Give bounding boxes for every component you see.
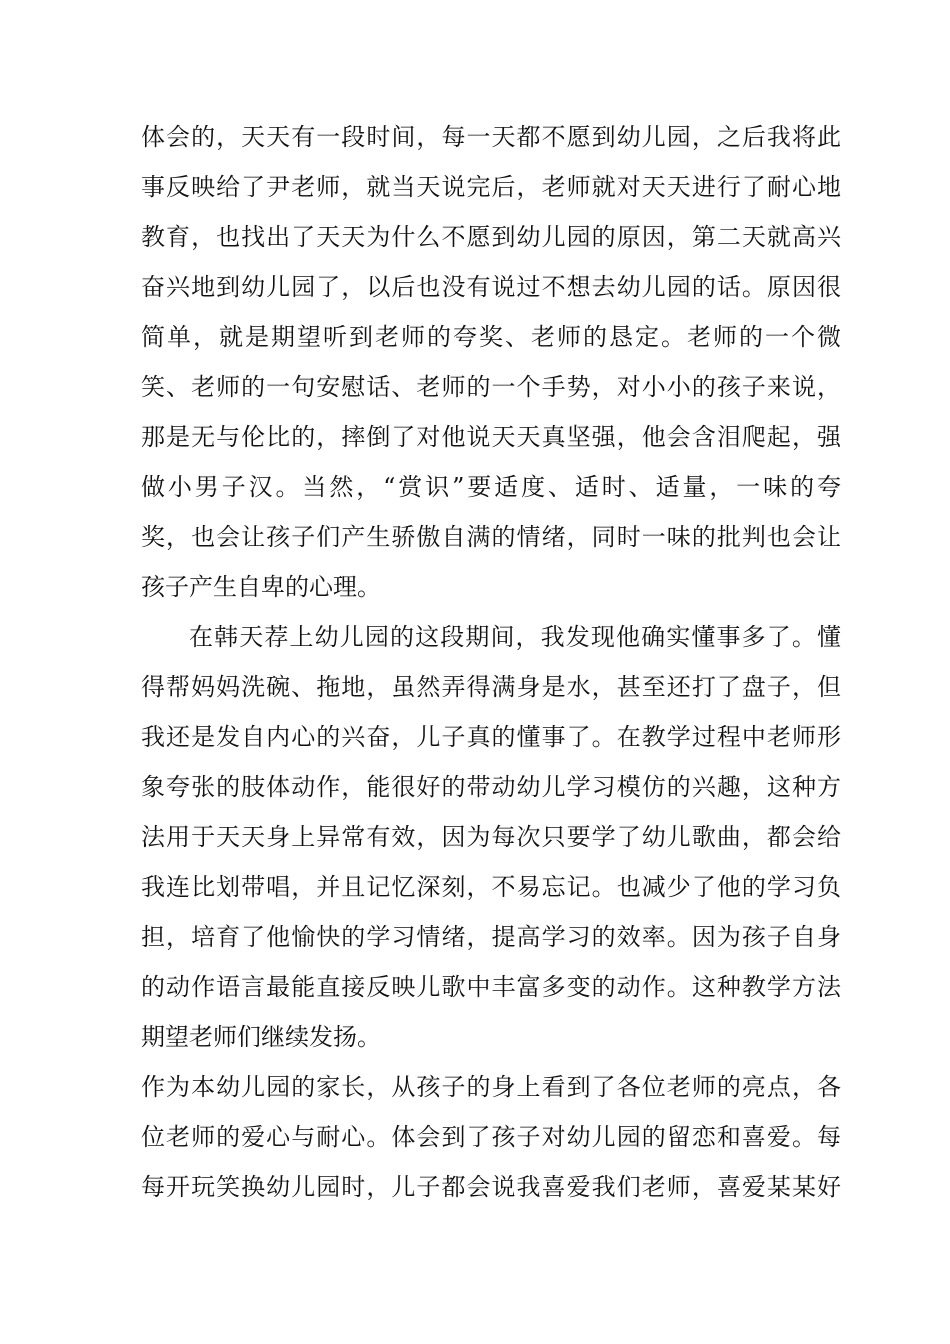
- text-line: 期望老师们继续发扬。: [141, 1023, 381, 1051]
- text-line: 象夸张的肢体动作，能很好的带动幼儿学习模仿的兴趣，这种方: [141, 773, 841, 801]
- text-line: 体会的，天天有一段时间，每一天都不愿到幼儿园，之后我将此: [141, 123, 841, 151]
- text-line: 担，培育了他愉快的学习情绪，提高学习的效率。因为孩子自身: [141, 923, 841, 951]
- text-line: 的动作语言最能直接反映儿歌中丰富多变的动作。这种教学方法: [141, 973, 841, 1001]
- text-line: 我还是发自内心的兴奋，儿子真的懂事了。在教学过程中老师形: [141, 723, 841, 751]
- text-line: 奋兴地到幼儿园了，以后也没有说过不想去幼儿园的话。原因很: [141, 273, 841, 301]
- text-line: 孩子产生自卑的心理。: [141, 573, 381, 601]
- text-line: 奖，也会让孩子们产生骄傲自满的情绪，同时一味的批判也会让: [141, 523, 841, 551]
- text-line: 事反映给了尹老师，就当天说完后，老师就对天天进行了耐心地: [141, 173, 841, 201]
- text-line: 做小男子汉。当然，“赏识”要适度、适时、适量，一味的夸: [141, 473, 841, 501]
- text-line: 法用于天天身上异常有效，因为每次只要学了幼儿歌曲，都会给: [141, 823, 841, 851]
- text-line: 教育，也找出了天天为什么不愿到幼儿园的原因，第二天就高兴: [141, 223, 841, 251]
- document-body: [141, 112, 841, 1212]
- text-line: 我连比划带唱，并且记忆深刻，不易忘记。也减少了他的学习负: [141, 873, 841, 901]
- text-line: 在韩天荐上幼儿园的这段期间，我发现他确实懂事多了。懂: [189, 623, 841, 651]
- text-line: 简单，就是期望听到老师的夸奖、老师的恳定。老师的一个微: [141, 323, 841, 351]
- text-line: 那是无与伦比的，摔倒了对他说天天真坚强，他会含泪爬起，强: [141, 423, 841, 451]
- text-line: 作为本幼儿园的家长，从孩子的身上看到了各位老师的亮点，各: [141, 1073, 841, 1101]
- text-line: 得帮妈妈洗碗、拖地，虽然弄得满身是水，甚至还打了盘子，但: [141, 673, 841, 701]
- text-line: 位老师的爱心与耐心。体会到了孩子对幼儿园的留恋和喜爱。每: [141, 1123, 841, 1151]
- text-line: 笑、老师的一句安慰话、老师的一个手势，对小小的孩子来说，: [141, 373, 841, 401]
- text-line: 每开玩笑换幼儿园时，儿子都会说我喜爱我们老师，喜爱某某好: [141, 1173, 841, 1201]
